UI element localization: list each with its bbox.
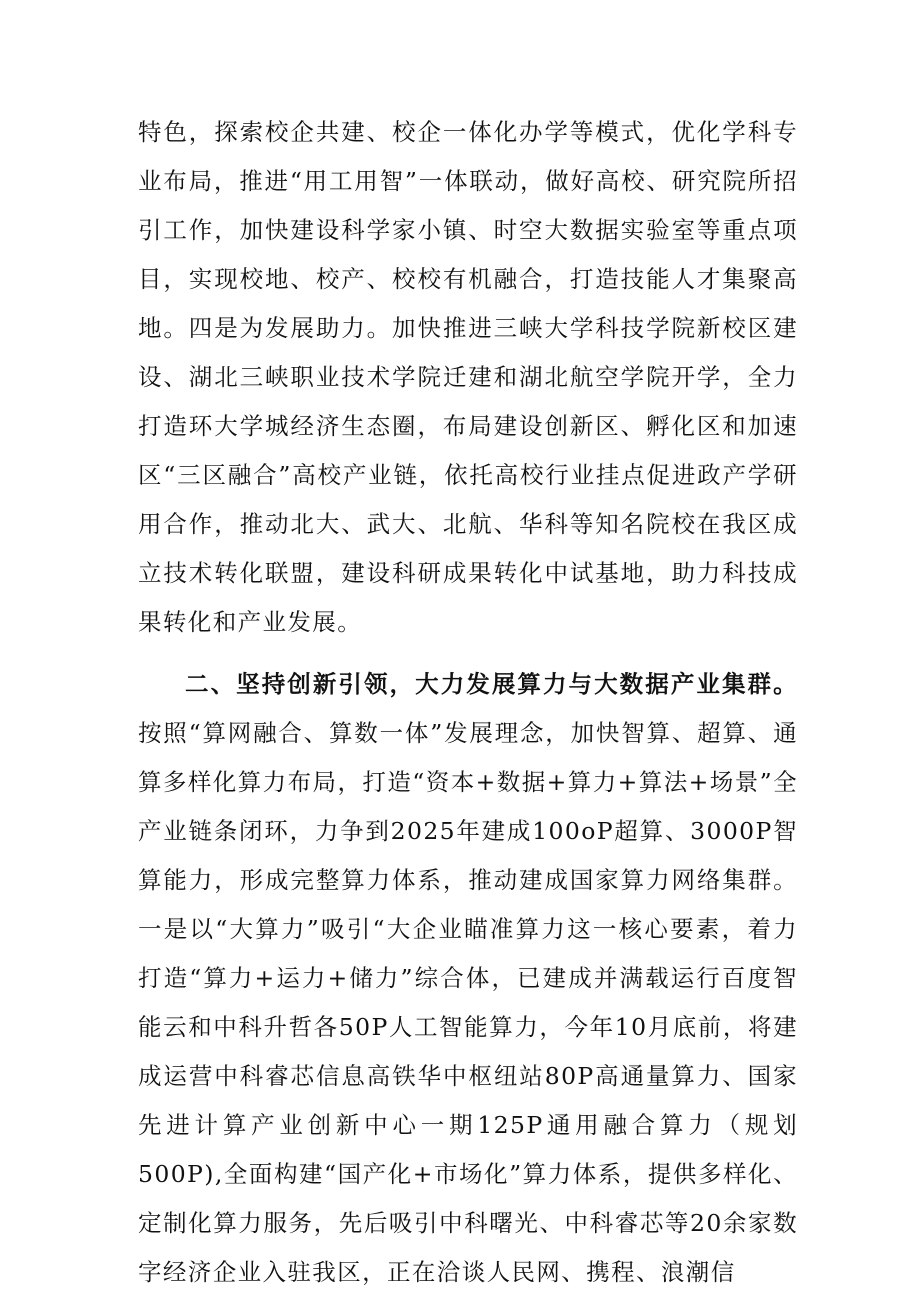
paragraph-2-body: 按照“算网融合、算数一体”发展理念，加快智算、超算、通算多样化算力布局，打造“资本+数据+算力+算法+场景”全产业链条闭环，力争到2025年建成100oP超算、3000P智算能力，形成完整算力体系，推动建成国家算力网络集群。一是以“大算力”吸引“大企业瞄准算力这一核心要素，着力打造“算力+运力+储力”综合体，已建成并满载运行百度智能云和中科升哲各50P人工智能算力，今年10月底前，将建成运营中科睿芯信息高铁华中枢纽站80P高通量算力、国家先进计算产业创新中心一期125P通用融合算力（规划500P),全面构建“国产化+市场化”算力体系，提供多样化、定制化算力服务，先后吸引中科曙光、中科睿芯等20余家数字经济企业入驻我区，正在洽谈人民网、携程、浪潮信 [138, 719, 798, 1286]
paragraph-1: 特色，探索校企共建、校企一体化办学等模式，优化学科专业布局，推进“用工用智”一体联动，做好高校、研究院所招引工作，加快建设科学家小镇、时空大数据实验室等重点项目，实现校地、校产、校校有机融合，打造技能人才集聚高地。四是为发展助力。加快推进三峡大学科技学院新校区建设、湖北三峡职业技术学院迁建和湖北航空学院开学，全力打造环大学城经济生态圈，布局建设创新区、孵化区和加速区“三区融合”高校产业链，依托高校行业挂点促进政产学研用合作，推动北大、武大、北航、华科等知名院校在我区成立技术转化联盟，建设科研成果转化中试基地，助力科技成果转化和产业发展。 [138, 118, 798, 636]
document-body [138, 108, 798, 1297]
section-heading: 二、坚持创新引领，大力发展算力与大数据产业集群。 [185, 670, 798, 698]
paragraph-2 [138, 660, 798, 1297]
